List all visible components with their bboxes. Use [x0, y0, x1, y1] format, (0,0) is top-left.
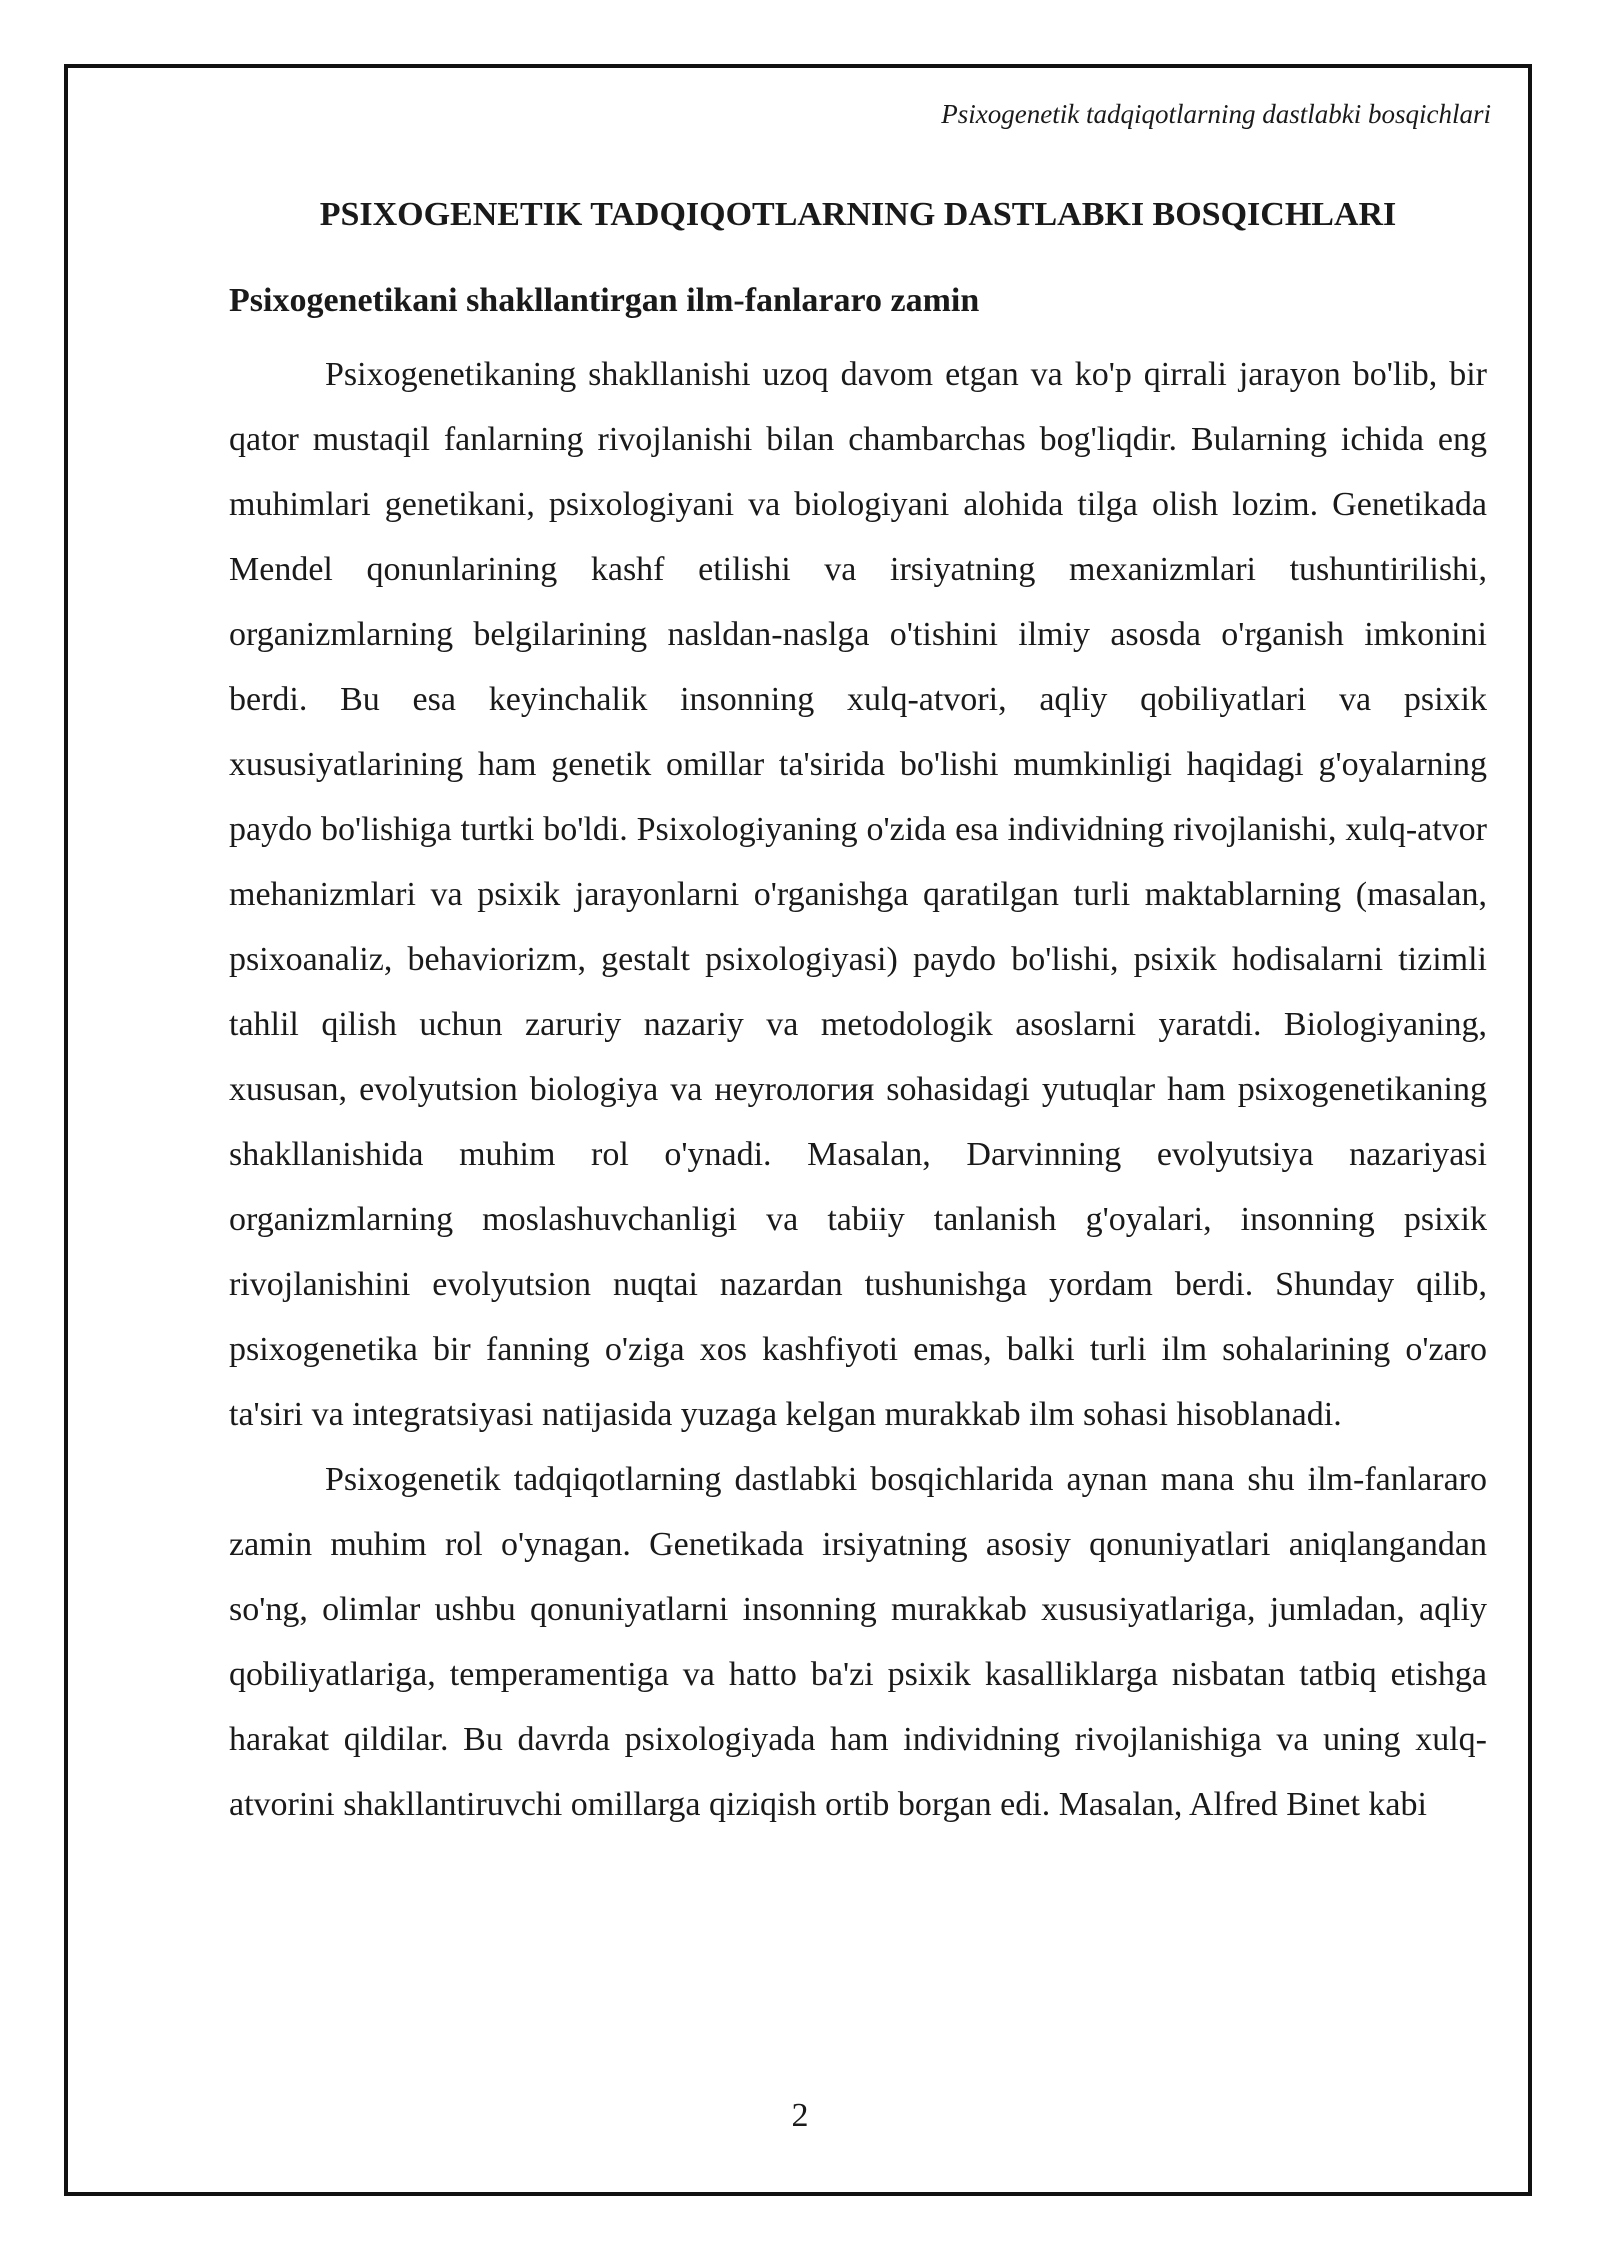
paragraph-1: Psixogenetikaning shakllanishi uzoq davom etgan va ko'p qirrali jarayon bo'lib, bir qator mustaqil fanlarning rivojlanishi bilan chambarchas bog'liqdir. Bularning ichida eng muhimlari genetikani, psixologiyani va biologiyani alohida tilga olish lozim. Genetikada Mendel qonunlarining kashf etilishi va irsiyatning mexanizmlari tushuntirilishi, organizmlarning belgilarining nasldan-naslga o'tishini ilmiy asosda o'rganish imkonini berdi. Bu esa keyinchalik insonning xulq-atvori, aqliy qobiliyatlari va psixik xususiyatlarining ham genetik omillar ta'sirida bo'lishi mumkinligi haqidagi g'oyalarning paydo bo'lishiga turtki bo'ldi. Psixologiyaning o'zida esa individning rivojlanishi, xulq-atvor mehanizmlari va psixik jarayonlarni o'rganishga qaratilgan turli maktablarning (masalan, psixoanaliz, behaviorizm, gestalt psixologiyasi) paydo bo'lishi, psixik hodisalarni tizimli tahlil qilish uchun zaruriy nazariy va metodologik asoslarni yaratdi. Biologiyaning, xususan, evolyutsion biologiya va неyrология sohasidagi yutuqlar ham psixogenetikaning shakllanishida muhim rol o'ynadi. Masalan, Darvinning evolyutsiya nazariyasi organizmlarning moslashuvchanligi va tabiiy tanlanish g'oyalari, insonning psixik rivojlanishini evolyutsion nuqtai nazardan tushunishga yordam berdi. Shunday qilib, psixogenetika bir fanning o'ziga xos kashfiyoti emas, balki turli ilm sohalarining o'zaro ta'siri va integratsiyasi natijasida yuzaga kelgan murakkab ilm sohasi hisoblanadi. [229, 356, 1487, 1433]
document-title: PSIXOGENETIK TADQIQOTLARNING DASTLABKI BOSQICHLARI [319, 196, 1397, 233]
section-heading: Psixogenetikani shakllantirgan ilm-fanlararo zamin [229, 282, 980, 319]
running-header: Psixogenetik tadqiqotlarning dastlabki bosqichlari [941, 99, 1491, 129]
page-number: 2 [791, 2097, 809, 2134]
paragraph-2: Psixogenetik tadqiqotlarning dastlabki bosqichlarida aynan mana shu ilm-fanlararo zamin muhim rol o'ynagan. Genetikada irsiyatning asosiy qonuniyatlari aniqlangandan so'ng, olimlar ushbu qonuniyatlarni insonning murakkab xususiyatlariga, jumladan, aqliy qobiliyatlariga, temperamentiga va hatto ba'zi psixik kasalliklarga nisbatan tatbiq etishga harakat qildilar. Bu davrda psixologiyada ham individning rivojlanishiga va uning xulq-atvorini shakllantiruvchi omillarga qiziqish ortib borgan edi. Masalan, Alfred Binet kabi [229, 1461, 1487, 1823]
page-content [229, 186, 1487, 1837]
